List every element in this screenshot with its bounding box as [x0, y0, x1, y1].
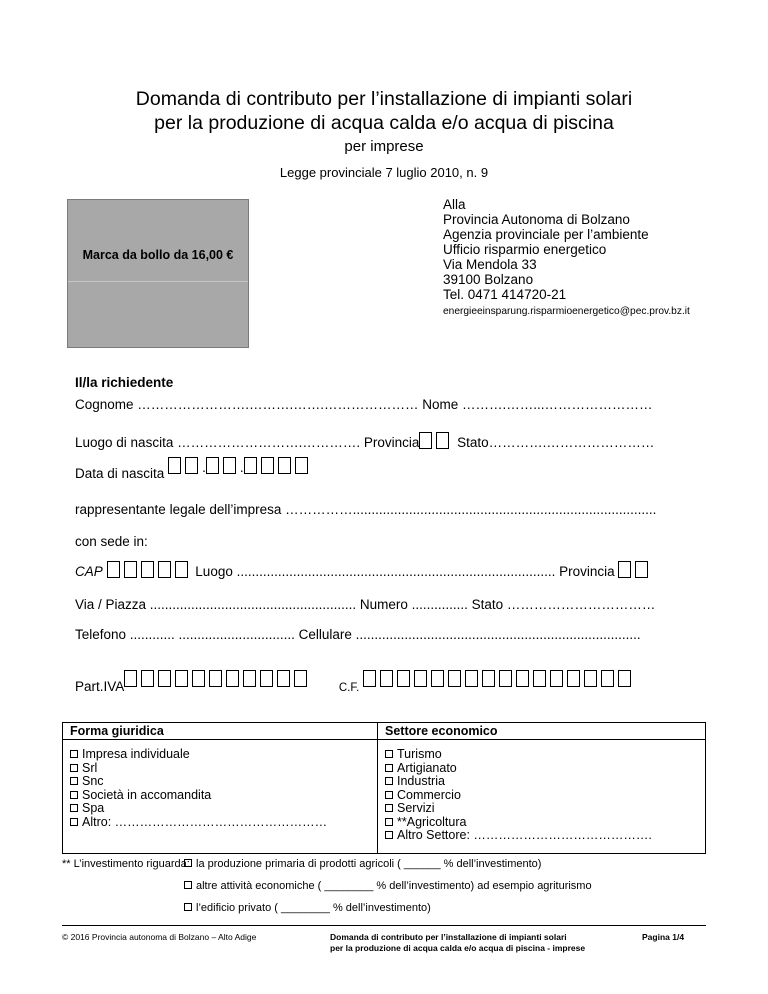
- char-box[interactable]: [206, 457, 219, 474]
- char-box[interactable]: [124, 670, 137, 687]
- char-box[interactable]: [380, 670, 393, 687]
- char-box[interactable]: [226, 670, 239, 687]
- char-box[interactable]: [618, 670, 631, 687]
- char-box[interactable]: [244, 457, 257, 474]
- sector-option[interactable]: Artigianato: [385, 762, 698, 776]
- sector-option[interactable]: Turismo: [385, 748, 698, 762]
- address-row: [75, 561, 652, 579]
- cap-label: CAP: [75, 564, 103, 579]
- legal-form-option[interactable]: Altro: ……………………………………………: [70, 816, 370, 830]
- char-box[interactable]: [192, 670, 205, 687]
- char-box[interactable]: [277, 670, 290, 687]
- address-line: Via Mendola 33: [443, 257, 537, 272]
- char-box[interactable]: [158, 561, 171, 578]
- char-box[interactable]: [175, 670, 188, 687]
- char-box[interactable]: [185, 457, 198, 474]
- char-box[interactable]: [243, 670, 256, 687]
- char-box[interactable]: [223, 457, 236, 474]
- sector-option[interactable]: Servizi: [385, 802, 698, 816]
- checkbox[interactable]: [184, 903, 192, 911]
- char-box[interactable]: [124, 561, 137, 578]
- applicant-heading: Il/la richiedente: [75, 375, 174, 390]
- char-box[interactable]: [567, 670, 580, 687]
- char-box[interactable]: [107, 561, 120, 578]
- economic-sector-options: [378, 740, 706, 854]
- cf-label: C.F.: [338, 682, 360, 694]
- legal-form-option[interactable]: Impresa individuale: [70, 748, 370, 762]
- char-box[interactable]: [516, 670, 529, 687]
- char-box[interactable]: [168, 457, 181, 474]
- checkbox[interactable]: [70, 764, 78, 772]
- recipient-address: [443, 197, 690, 319]
- document-title-line2: per la produzione di acqua calda e/o acqua di piscina: [154, 112, 614, 134]
- checkbox[interactable]: [385, 804, 393, 812]
- revenue-stamp-box: [67, 199, 249, 348]
- birthplace-row: [75, 432, 654, 450]
- legal-form-heading: Forma giuridica: [63, 723, 378, 740]
- checkbox[interactable]: [385, 818, 393, 826]
- char-box[interactable]: [260, 670, 273, 687]
- document-title-line1: Domanda di contributo per l’installazione di impianti solari: [135, 88, 633, 110]
- char-box[interactable]: [363, 670, 376, 687]
- legal-form-option[interactable]: Snc: [70, 775, 370, 789]
- address-line: 39100 Bolzano: [443, 272, 534, 287]
- char-box[interactable]: [431, 670, 444, 687]
- char-box[interactable]: [294, 670, 307, 687]
- char-box[interactable]: [397, 670, 410, 687]
- char-box[interactable]: [550, 670, 563, 687]
- legal-form-option[interactable]: Società in accomandita: [70, 789, 370, 803]
- legal-form-sector-table: [62, 722, 706, 854]
- legal-form-option[interactable]: Spa: [70, 802, 370, 816]
- char-box[interactable]: [261, 457, 274, 474]
- checkbox[interactable]: [70, 818, 78, 826]
- address-line: Alla: [443, 197, 466, 212]
- investment-option[interactable]: la produzione primaria di prodotti agricoli ( ______ % dell’investimento): [184, 858, 541, 870]
- checkbox[interactable]: [385, 750, 393, 758]
- vat-label: Part.IVA: [75, 679, 125, 694]
- address-line: Agenzia provinciale per l’ambiente: [443, 227, 649, 242]
- sector-option[interactable]: Altro Settore: …………………………………….: [385, 829, 698, 843]
- checkbox[interactable]: [385, 777, 393, 785]
- stato-label[interactable]: Stato………….……………………: [457, 435, 655, 450]
- stamp-label: Marca da bollo da 16,00 €: [82, 248, 234, 262]
- document-subtitle: per imprese: [344, 138, 424, 155]
- cap-boxes[interactable]: [107, 561, 192, 579]
- birthdate-boxes[interactable]: . .: [168, 457, 312, 475]
- char-box[interactable]: [436, 432, 449, 449]
- birthdate-label: Data di nascita: [75, 466, 165, 481]
- char-box[interactable]: [618, 561, 631, 578]
- headquarters-label: con sede in:: [75, 534, 148, 549]
- checkbox[interactable]: [70, 804, 78, 812]
- char-box[interactable]: [278, 457, 291, 474]
- investment-option[interactable]: l’edificio privato ( ________ % dell’investimento): [184, 902, 431, 914]
- luogo-provincia-label[interactable]: Luogo ..................................................................................... Provincia: [195, 564, 615, 579]
- vat-boxes[interactable]: [124, 670, 311, 688]
- char-box[interactable]: [295, 457, 308, 474]
- footer-divider: [62, 925, 706, 926]
- footer-page-number: Pagina 1/4: [642, 932, 685, 942]
- char-box[interactable]: [448, 670, 461, 687]
- vat-cf-row: [75, 670, 635, 694]
- investment-option[interactable]: altre attività economiche ( ________ % dell’investimento) ad esempio agriturismo: [184, 880, 592, 892]
- street-row[interactable]: Via / Piazza ....................................................... Numero ............... Stato ……………………………: [75, 597, 656, 612]
- char-box[interactable]: [465, 670, 478, 687]
- char-box[interactable]: [141, 670, 154, 687]
- cf-boxes[interactable]: [363, 670, 635, 688]
- checkbox[interactable]: [184, 859, 192, 867]
- char-box[interactable]: [635, 561, 648, 578]
- checkbox[interactable]: [385, 831, 393, 839]
- phone-row[interactable]: Telefono ............ ............................... Cellulare ............................................................................: [75, 627, 641, 642]
- footer-copyright: © 2016 Provincia autonoma di Bolzano – Alto Adige: [62, 932, 257, 942]
- provincia-boxes[interactable]: [618, 561, 652, 579]
- checkbox[interactable]: [385, 764, 393, 772]
- stamp-divider: [68, 281, 248, 282]
- char-box[interactable]: [209, 670, 222, 687]
- cognome-nome-field[interactable]: Cognome …………………….……….…….………………… Nome ……….……...……………………: [75, 397, 653, 412]
- checkbox[interactable]: [385, 791, 393, 799]
- char-box[interactable]: [601, 670, 614, 687]
- legal-form-options: [63, 740, 378, 854]
- economic-sector-heading: Settore economico: [378, 723, 706, 740]
- char-box[interactable]: [419, 432, 432, 449]
- checkbox[interactable]: [70, 777, 78, 785]
- recipient-email: energieeinsparung.risparmioenergetico@pec.prov.bz.it: [443, 306, 690, 317]
- char-box[interactable]: [533, 670, 546, 687]
- birthdate-row: [75, 457, 312, 481]
- address-line: Provincia Autonoma di Bolzano: [443, 212, 630, 227]
- provincia-boxes[interactable]: [419, 432, 453, 450]
- char-box[interactable]: [584, 670, 597, 687]
- legal-form-option[interactable]: Srl: [70, 762, 370, 776]
- sector-option[interactable]: Commercio: [385, 789, 698, 803]
- char-box[interactable]: [175, 561, 188, 578]
- checkbox[interactable]: [70, 750, 78, 758]
- footer-document-title: Domanda di contributo per l’installazione di impianti solari per la produzione di acqua calda e/o acqua di piscina - imprese: [330, 932, 586, 953]
- char-box[interactable]: [482, 670, 495, 687]
- char-box[interactable]: [158, 670, 171, 687]
- legal-representative-field[interactable]: rappresentante legale dell’impresa …………….................................................................................: [75, 502, 657, 517]
- law-reference: Legge provinciale 7 luglio 2010, n. 9: [279, 165, 489, 180]
- checkbox[interactable]: [184, 881, 192, 889]
- birthplace-label: Luogo di nascita ……………………….…………. Provincia: [75, 435, 420, 450]
- address-line: Ufficio risparmio energetico: [443, 242, 607, 257]
- char-box[interactable]: [414, 670, 427, 687]
- address-line: Tel. 0471 414720-21: [443, 287, 567, 302]
- sector-option[interactable]: **Agricoltura: [385, 816, 698, 830]
- sector-option[interactable]: Industria: [385, 775, 698, 789]
- checkbox[interactable]: [70, 791, 78, 799]
- char-box[interactable]: [499, 670, 512, 687]
- investment-label: ** L’investimento riguarda:: [62, 858, 190, 870]
- char-box[interactable]: [141, 561, 154, 578]
